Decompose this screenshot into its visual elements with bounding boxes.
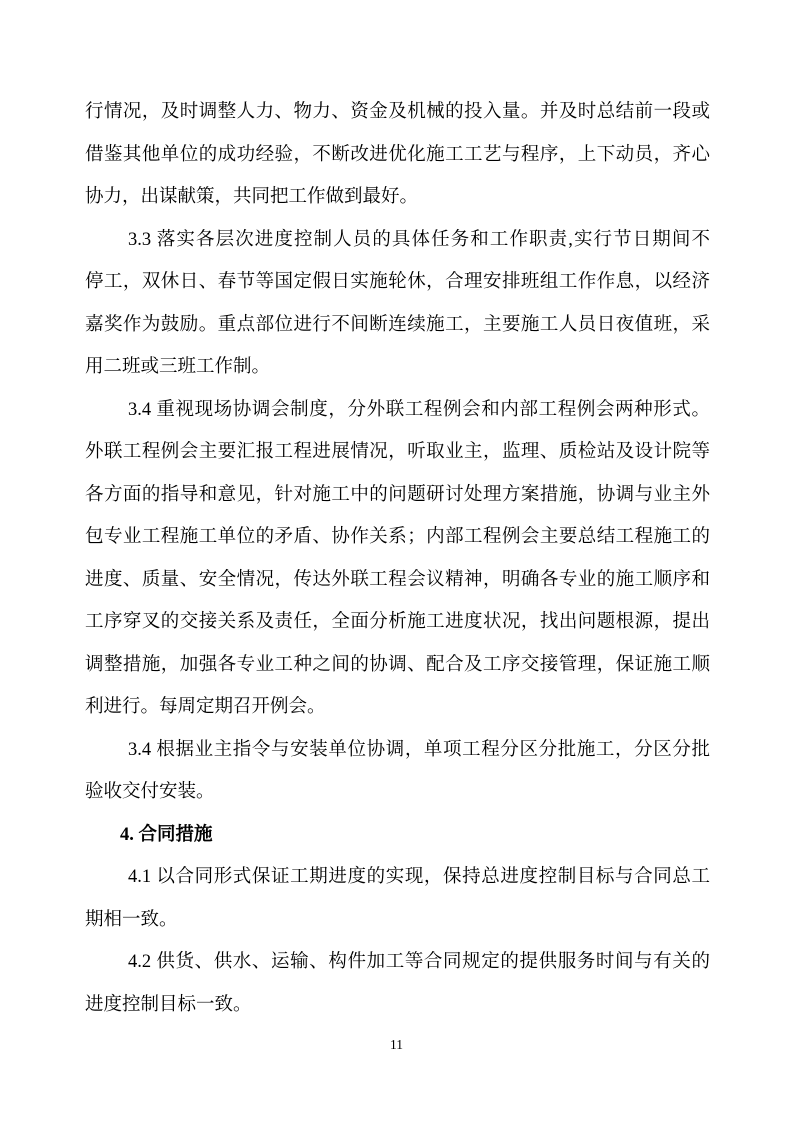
text-line: 停工，双休日、春节等国定假日实施轮休，合理安排班组工作作息，以经济 bbox=[85, 272, 710, 292]
paragraph bbox=[85, 729, 710, 814]
text-line: 借鉴其他单位的成功经验，不断改进优化施工工艺与程序，上下动员，齐心 bbox=[85, 144, 710, 165]
text-line: 3.4 重视现场协调会制度，分外联工程例会和内部工程例会两种形式。 bbox=[128, 399, 710, 420]
section-heading-text: 4. 合同措施 bbox=[120, 824, 213, 845]
paragraph bbox=[85, 941, 710, 1026]
text-line: 工序穿叉的交接关系及责任，全面分析施工进度状况，找出问题根源，提出 bbox=[85, 612, 710, 632]
text-line: 4.1 以合同形式保证工期进度的实现，保持总进度控制目标与合同总工 bbox=[128, 867, 710, 887]
text-line: 行情况，及时调整人力、物力、资金及机械的投入量。并及时总结前一段或 bbox=[85, 102, 710, 122]
text-line: 调整措施，加强各专业工种之间的协调、配合及工序交接管理，保证施工顺 bbox=[85, 654, 710, 675]
text-line: 验收交付安装。 bbox=[85, 782, 215, 802]
paragraph bbox=[85, 389, 710, 729]
text-line: 期相一致。 bbox=[85, 909, 178, 930]
text-line: 嘉奖作为鼓励。重点部位进行不间断连续施工，主要施工人员日夜值班，采 bbox=[85, 314, 710, 335]
text-line: 3.3 落实各层次进度控制人员的具体任务和工作职责,实行节日期间不 bbox=[128, 229, 710, 250]
text-line: 协力，出谋献策，共同把工作做到最好。 bbox=[85, 187, 419, 207]
text-line: 4.2 供货、供水、运输、构件加工等合同规定的提供服务时间与有关的 bbox=[128, 952, 710, 972]
text-line: 进度、质量、安全情况，传达外联工程会议精神，明确各专业的施工顺序和 bbox=[85, 569, 710, 590]
paragraph bbox=[85, 91, 710, 219]
section-heading bbox=[85, 814, 710, 857]
document-body bbox=[85, 91, 710, 1026]
text-line: 外联工程例会主要汇报工程进展情况，听取业主，监理、质检站及设计院等 bbox=[85, 442, 710, 462]
text-line: 各方面的指导和意见，针对施工中的问题研讨处理方案措施，协调与业主外 bbox=[85, 484, 710, 505]
text-line: 3.4 根据业主指令与安装单位协调，单项工程分区分批施工，分区分批 bbox=[128, 739, 710, 760]
text-line: 用二班或三班工作制。 bbox=[85, 357, 271, 377]
page-number: 11 bbox=[390, 1037, 403, 1052]
text-line: 包专业工程施工单位的矛盾、协作关系；内部工程例会主要总结工程施工的 bbox=[85, 527, 710, 547]
paragraph bbox=[85, 219, 710, 389]
text-line: 利进行。每周定期召开例会。 bbox=[85, 697, 326, 717]
paragraph bbox=[85, 856, 710, 941]
text-line: 进度控制目标一致。 bbox=[85, 994, 252, 1015]
